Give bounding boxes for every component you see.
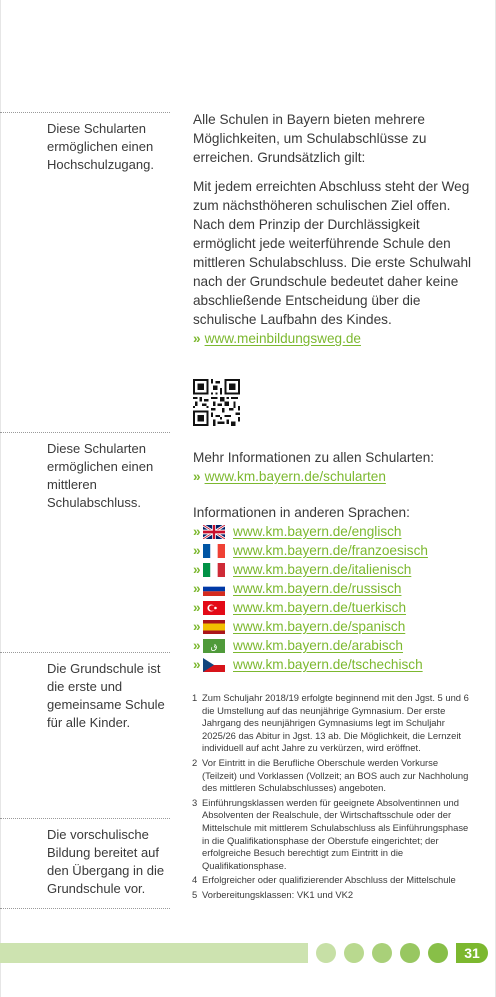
footnote <box>192 874 474 887</box>
info-block <box>193 448 478 522</box>
language-link-row[interactable] <box>193 541 428 560</box>
uk-flag-icon <box>203 525 225 539</box>
italy-flag-icon <box>203 563 225 577</box>
footer-bar <box>0 943 308 963</box>
language-link-row[interactable] <box>193 579 401 598</box>
footnote-number: 4 <box>192 874 198 886</box>
language-link-row[interactable] <box>193 522 402 541</box>
sidebar-divider <box>0 432 170 433</box>
italian-link[interactable]: www.km.bayern.de/italienisch <box>233 562 412 577</box>
svg-text:ق: ق <box>210 641 218 652</box>
meinbildungsweg-link[interactable]: www.meinbildungsweg.de <box>204 331 361 346</box>
footer-dot <box>316 943 336 963</box>
footnote-number: 3 <box>192 796 198 808</box>
footnote-text: Zum Schuljahr 2018/19 erfolgte beginnend mit den Jgst. 5 und 6 die Umstellung auf das neunjährige Gymnasium. Der erste Jahrgang des neunjährigen Gymnasiums legt im Schuljahr 2025/26 das Abitur in Jgst. 13 ab. Die Möglichkeit, die Lernzeit individuell auf acht Jahre zu verkürzen, wird eröffnet. <box>202 692 469 754</box>
footnote-text: Vorbereitungsklassen: VK1 und VK2 <box>202 888 354 900</box>
qr-code <box>193 379 240 426</box>
sidebar-caption-grundschule: Die Grundschule ist die erste und gemeinsame Schule für alle Kinder. <box>47 661 165 730</box>
arabic-link[interactable]: www.km.bayern.de/arabisch <box>233 638 403 653</box>
languages-label: Informationen in anderen Sprachen: <box>193 505 410 520</box>
intro-paragraph: Alle Schulen in Bayern bieten mehrere Möglichkeiten, um Schulabschlüsse zu erreichen. Grundsätzlich gilt: <box>193 112 427 165</box>
info-label: Mehr Informationen zu allen Schularten: <box>193 450 435 465</box>
language-link-row[interactable] <box>193 560 411 579</box>
footer-dot <box>372 943 392 963</box>
footnote-number: 2 <box>192 756 198 768</box>
footnote-number: 5 <box>192 888 198 900</box>
footer-dot <box>400 943 420 963</box>
footnotes <box>192 692 474 904</box>
spanish-link[interactable]: www.km.bayern.de/spanisch <box>233 619 406 634</box>
page-edge-left <box>0 0 1 997</box>
page-number: 31 <box>456 943 488 963</box>
schularten-link[interactable]: www.km.bayern.de/schularten <box>204 469 386 484</box>
sidebar-divider <box>0 652 170 653</box>
spain-flag-icon <box>203 620 225 634</box>
footnote <box>192 797 474 873</box>
footer-dot <box>344 943 364 963</box>
czech-flag-icon <box>203 658 225 672</box>
arabic-flag-icon <box>203 639 225 653</box>
language-link-row[interactable] <box>193 655 423 674</box>
russia-flag-icon <box>203 582 225 596</box>
footnote-text: Erfolgreicher oder qualifizierender Abschluss der Mittelschule <box>202 874 456 886</box>
sidebar-divider <box>0 908 170 909</box>
body-paragraph: Mit jedem erreichten Abschluss steht der Weg zum nächsthöheren schulischen Ziel offen. Nach dem Prinzip der Durchlässigkeit ermöglicht jede weiterführende Schule den mittleren Schulabschluss. Die erste Schulwahl nach der Grundschule bedeutet daher keine abschließende Entscheidung über die schulische Laufbahn des Kindes. <box>193 179 472 327</box>
sidebar-divider <box>0 112 170 113</box>
english-link[interactable]: www.km.bayern.de/englisch <box>233 524 402 539</box>
link-arrow-icon: » <box>193 657 201 672</box>
link-arrow-icon: » <box>193 581 201 596</box>
link-arrow-icon: » <box>193 619 201 634</box>
sidebar-caption-vorschulische-bildung: Die vorschulische Bildung bereitet auf den Übergang in die Grundschule vor. <box>47 827 165 896</box>
link-arrow-icon: » <box>193 562 201 577</box>
link-arrow-icon: » <box>193 600 201 615</box>
language-link-row[interactable] <box>193 598 406 617</box>
footnote <box>192 692 474 755</box>
sidebar-caption-mittlerer-abschluss: Diese Schularten ermöglichen einen mittleren Schulabschluss. <box>47 441 154 510</box>
footnote-text: Vor Eintritt in die Berufliche Oberschule werden Vorkurse (Teilzeit) und Vorklassen (Vollzeit; an BOS auch zur Nachholung des mittleren Schulabschlusses) angeboten. <box>202 756 469 794</box>
link-arrow-icon: » <box>193 469 201 484</box>
france-flag-icon <box>203 544 225 558</box>
language-link-row[interactable] <box>193 636 403 655</box>
sidebar-divider <box>0 818 170 819</box>
footnote <box>192 889 474 902</box>
main-text-block <box>193 110 478 348</box>
czech-link[interactable]: www.km.bayern.de/tschechisch <box>233 657 423 672</box>
link-arrow-icon: » <box>193 543 201 558</box>
turkish-link[interactable]: www.km.bayern.de/tuerkisch <box>233 600 407 615</box>
link-arrow-icon: » <box>193 524 201 539</box>
footnote <box>192 757 474 795</box>
french-link[interactable]: www.km.bayern.de/franzoesisch <box>233 543 428 558</box>
russian-link[interactable]: www.km.bayern.de/russisch <box>233 581 402 596</box>
turkey-flag-icon <box>203 601 225 615</box>
link-arrow-icon: » <box>193 331 201 346</box>
sidebar-caption-hochschulzugang: Diese Schularten ermöglichen einen Hochschulzugang. <box>47 121 154 172</box>
link-arrow-icon: » <box>193 638 201 653</box>
language-link-row[interactable] <box>193 617 405 636</box>
footer-dot <box>428 943 448 963</box>
footnote-text: Einführungsklassen werden für geeignete Absolventinnen und Absolventen der Realschule, der Wirtschaftsschule oder der Mittelschule mit mittlerem Schulabschluss als Einführungsphase in die Qualifikationsphase der Oberstufe eingerichtet; der erfolgreiche Besuch berechtigt zum Eintritt in die Qualifikationsphase. <box>202 796 469 871</box>
footnote-number: 1 <box>192 692 198 703</box>
